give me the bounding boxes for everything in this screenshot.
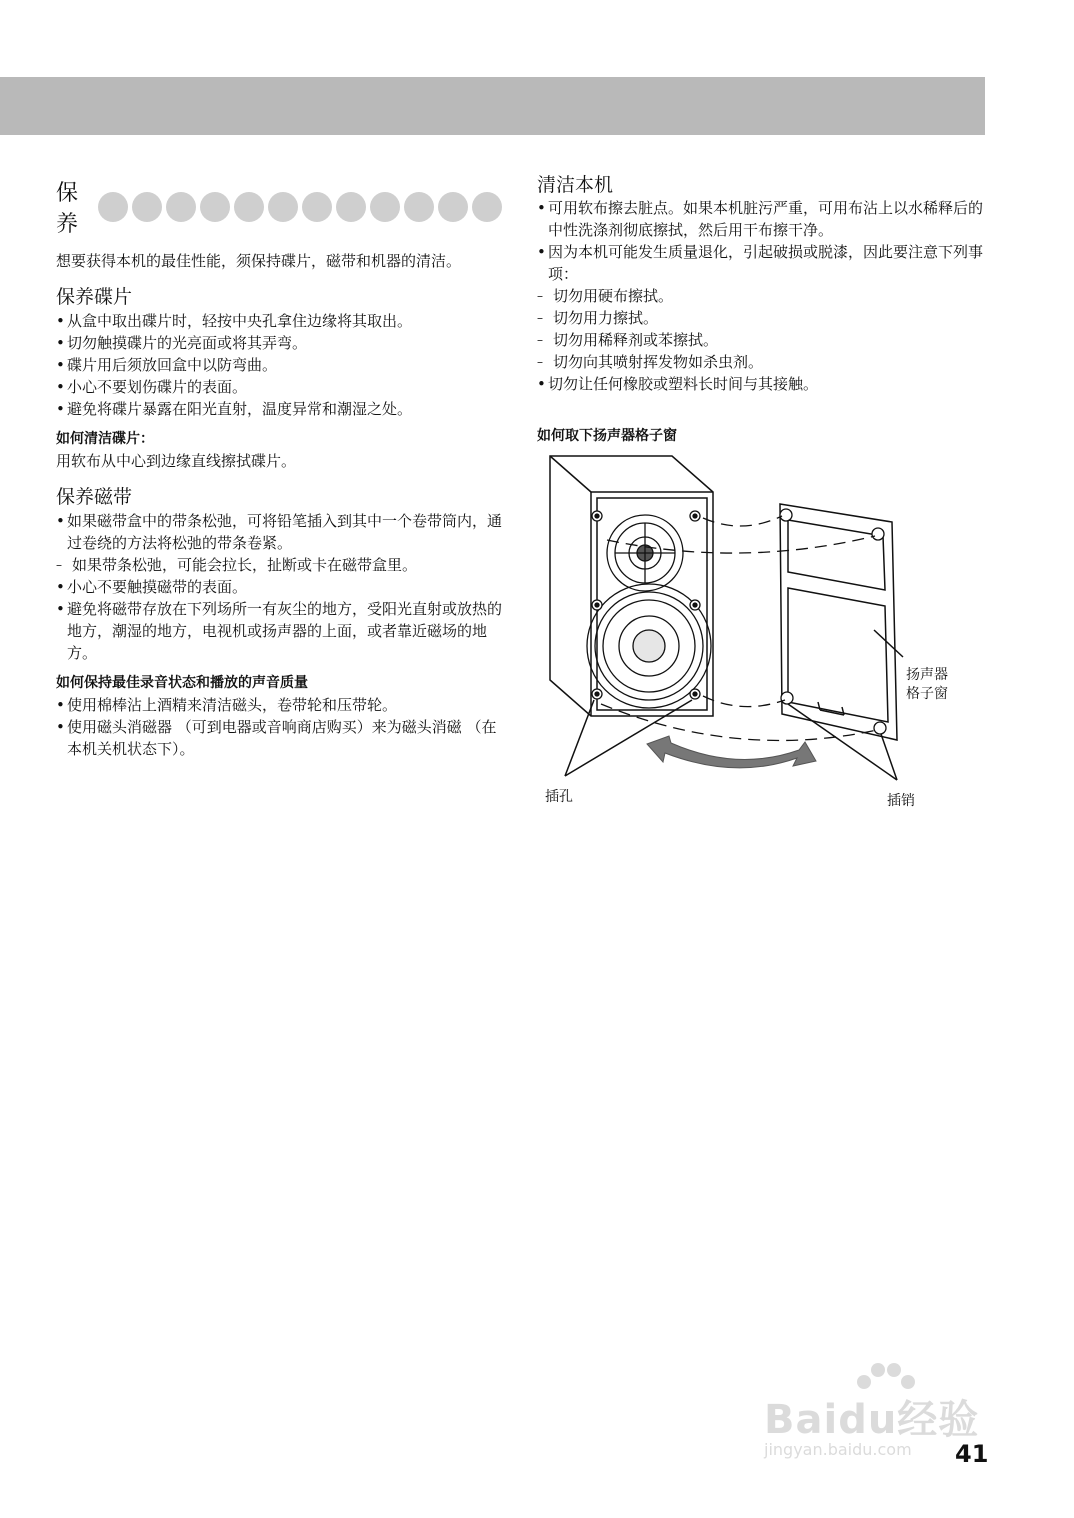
section-title-row: [56, 176, 502, 238]
decorative-dot: [200, 192, 230, 222]
section-title: 保养: [56, 181, 80, 237]
list-item: • 小心不要触摸磁带的表面。: [56, 576, 502, 598]
list-subitem: – 如果带条松弛，可能会拉长，扯断或卡在磁带盒里。: [56, 554, 502, 576]
decorative-dot: [438, 192, 468, 222]
speaker-illustration: [537, 450, 987, 820]
tape-care-heading: 保养磁带: [56, 486, 133, 508]
list-subitem: – 切勿用稀释剂或苯擦拭。: [537, 329, 987, 351]
tape-care-list: [56, 510, 502, 664]
list-item: • 切勿触摸碟片的光亮面或将其弄弯。: [56, 332, 502, 354]
disc-clean-heading: 如何清洁碟片：: [56, 431, 154, 447]
list-item: • 小心不要划伤碟片的表面。: [56, 376, 502, 398]
decorative-dot: [234, 192, 264, 222]
left-column: [56, 176, 502, 760]
list-item: • 可用软布擦去脏点。如果本机脏污严重，可用布沾上以水稀释后的中性洗涤剂彻底擦拭，然后用干布擦干净。: [537, 197, 987, 241]
header-band: [0, 77, 985, 135]
tweeter: [607, 515, 683, 591]
list-item: • 从盒中取出碟片时，轻按中央孔拿住边缘将其取出。: [56, 310, 502, 332]
list-item: • 避免将碟片暴露在阳光直射，温度异常和潮湿之处。: [56, 398, 502, 420]
list-item: • 如果磁带盒中的带条松弛，可将铅笔插入到其中一个卷带筒内，通过卷绕的方法将松弛的带条卷紧。: [56, 510, 502, 554]
decorative-dot: [166, 192, 196, 222]
grille-heading: 如何取下扬声器格子窗: [537, 428, 677, 444]
right-column: [537, 173, 987, 447]
watermark-brand: Baidu经验: [764, 1397, 980, 1443]
grille-label-line2: 格子窗: [906, 686, 948, 702]
decorative-dot: [132, 192, 162, 222]
page-number: 41: [955, 1440, 989, 1468]
title-dot-row: [98, 192, 502, 222]
decorative-dot: [472, 192, 502, 222]
list-item: • 切勿让任何橡胶或塑料长时间与其接触。: [537, 373, 987, 395]
list-item: • 避免将磁带存放在下列场所一有灰尘的地方，受阳光直射或放热的地方，潮湿的地方，电视机或扬声器的上面，或者靠近磁场的地方。: [56, 598, 502, 664]
sound-quality-heading: 如何保持最佳录音状态和播放的声音质量: [56, 675, 308, 691]
list-subitem: – 切勿向其喷射挥发物如杀虫剂。: [537, 351, 987, 373]
pin-label: 插销: [887, 793, 915, 809]
disc-clean-text: 用软布从中心到边缘直线擦拭碟片。: [56, 452, 297, 470]
decorative-dot: [98, 192, 128, 222]
list-item: • 因为本机可能发生质量退化，引起破损或脱漆，因此要注意下列事项：: [537, 241, 987, 285]
clean-unit-heading: 清洁本机: [537, 174, 614, 196]
hole-label: 插孔: [545, 789, 573, 805]
decorative-dot: [404, 192, 434, 222]
grille-label-line1: 扬声器: [906, 667, 948, 683]
list-subitem: – 切勿用硬布擦拭。: [537, 285, 987, 307]
sound-quality-list: [56, 694, 502, 760]
list-subitem: – 切勿用力擦拭。: [537, 307, 987, 329]
intro-text: 想要获得本机的最佳性能，须保持碟片，磁带和机器的清洁。: [56, 252, 462, 270]
decorative-dot: [268, 192, 298, 222]
clean-unit-list: [537, 197, 987, 395]
speaker-grille-diagram: [537, 450, 987, 820]
disc-care-heading: 保养碟片: [56, 286, 133, 308]
list-item: • 使用磁头消磁器 （可到电器或音响商店购买）来为磁头消磁 （在本机关机状态下）。: [56, 716, 502, 760]
decorative-dot: [370, 192, 400, 222]
watermark-url: jingyan.baidu.com: [764, 1440, 912, 1459]
list-item: • 使用棉棒沾上酒精来清洁磁头，卷带轮和压带轮。: [56, 694, 502, 716]
list-item: • 碟片用后须放回盒中以防弯曲。: [56, 354, 502, 376]
decorative-dot: [336, 192, 366, 222]
disc-care-list: [56, 310, 502, 420]
decorative-dot: [302, 192, 332, 222]
